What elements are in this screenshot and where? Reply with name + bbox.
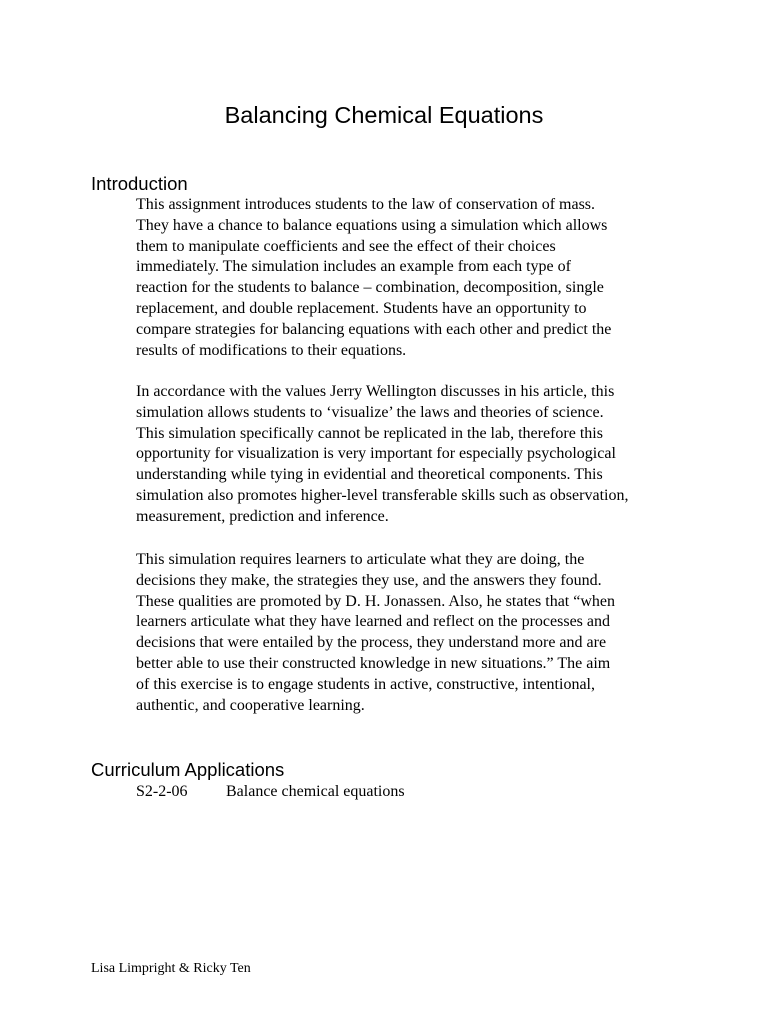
paragraph-line: decisions that were entailed by the process, they understand more and are xyxy=(136,634,607,652)
paragraph-line: learners articulate what they have learned and reflect on the processes and xyxy=(136,613,610,631)
introduction-paragraph-2 xyxy=(136,382,696,528)
paragraph-line: measurement, prediction and inference. xyxy=(136,507,389,525)
paragraph-line: results of modifications to their equations. xyxy=(136,341,407,359)
paragraph-line: This simulation requires learners to articulate what they are doing, the xyxy=(136,551,585,568)
introduction-paragraph-1 xyxy=(136,195,696,361)
paragraph-line: This simulation specifically cannot be replicated in the lab, therefore this xyxy=(136,424,603,442)
paragraph-line: compare strategies for balancing equations with each other and predict the xyxy=(136,320,612,338)
curriculum-item xyxy=(136,782,405,802)
paragraph-line: better able to use their constructed knowledge in new situations.” The aim xyxy=(136,654,611,672)
curriculum-code: S2-2-06 xyxy=(136,783,188,800)
curriculum-heading: Curriculum Applications xyxy=(91,759,285,780)
footer-authors: Lisa Limpright & Ricky Ten xyxy=(91,961,251,976)
paragraph-line: them to manipulate coefficients and see the effect of their choices xyxy=(136,237,556,255)
paragraph-line: immediately. The simulation includes an example from each type of xyxy=(136,258,571,276)
paragraph-line: simulation also promotes higher-level transferable skills such as observation, xyxy=(136,486,629,504)
paragraph-line: understanding while tying in evidential and theoretical components. This xyxy=(136,466,603,484)
paragraph-line: simulation allows students to ‘visualize’ the laws and theories of science. xyxy=(136,403,604,421)
paragraph-line: of this exercise is to engage students in active, constructive, intentional, xyxy=(136,675,595,693)
paragraph-line: These qualities are promoted by D. H. Jonassen. Also, he states that “when xyxy=(136,592,615,610)
paragraph-line: reaction for the students to balance – combination, decomposition, single xyxy=(136,279,604,297)
introduction-heading: Introduction xyxy=(91,173,188,194)
paragraph-line: They have a chance to balance equations using a simulation which allows xyxy=(136,216,608,234)
paragraph-line: In accordance with the values Jerry Wellington discusses in his article, this xyxy=(136,383,615,400)
curriculum-description: Balance chemical equations xyxy=(226,783,405,800)
paragraph-line: decisions they make, the strategies they use, and the answers they found. xyxy=(136,571,602,589)
introduction-paragraph-3 xyxy=(136,550,696,716)
paragraph-line: replacement, and double replacement. Students have an opportunity to xyxy=(136,299,587,317)
page-title: Balancing Chemical Equations xyxy=(224,102,544,128)
paragraph-line: opportunity for visualization is very important for especially psychological xyxy=(136,445,616,463)
paragraph-line: This assignment introduces students to the law of conservation of mass. xyxy=(136,196,596,213)
paragraph-line: authentic, and cooperative learning. xyxy=(136,696,365,714)
